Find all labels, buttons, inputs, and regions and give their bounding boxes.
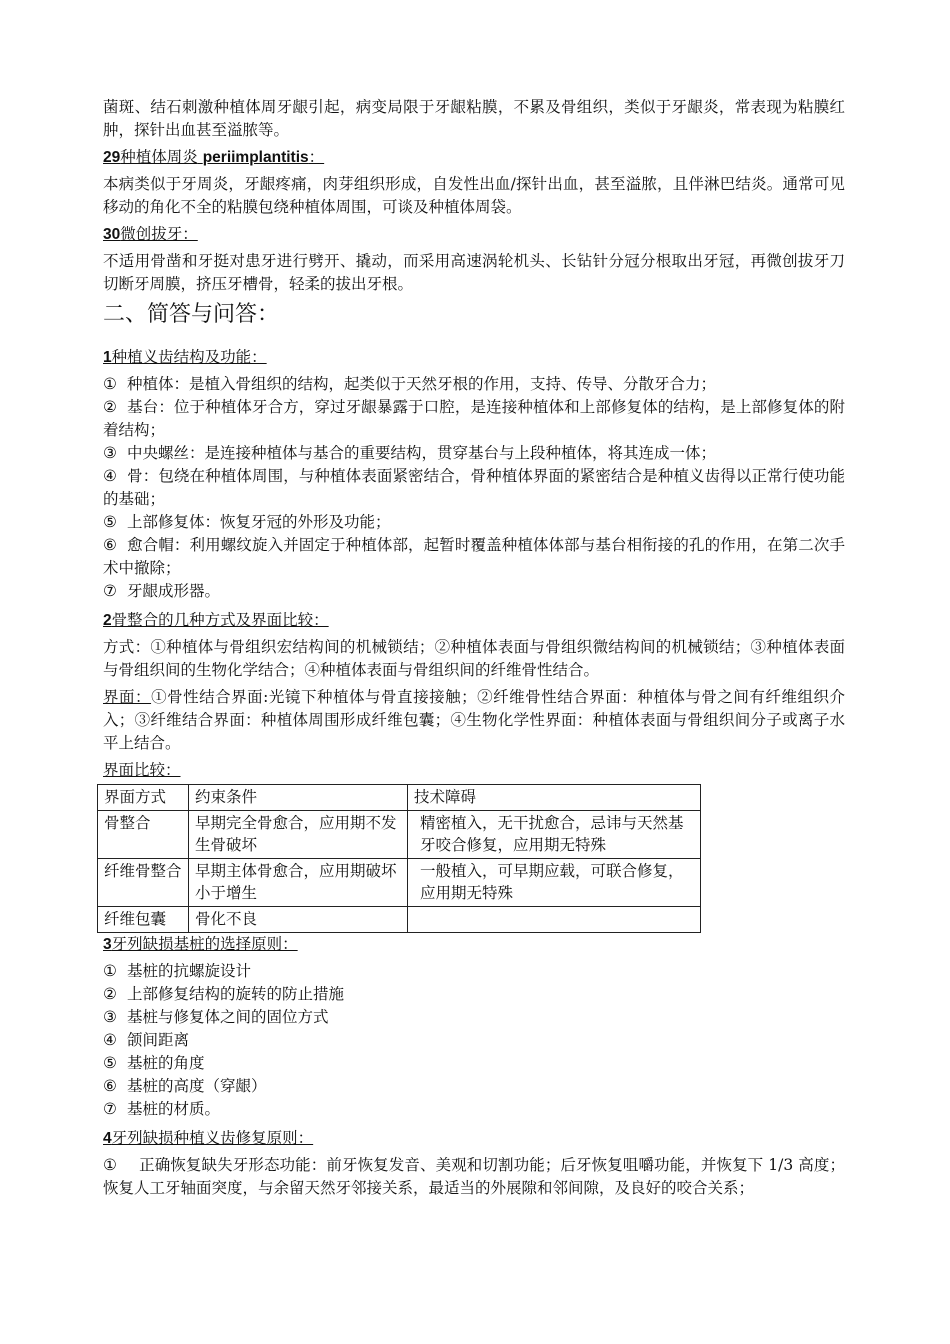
item-text: 牙龈成形器。 <box>127 582 221 600</box>
list-item <box>103 983 845 1006</box>
term29-english: periimplantitis <box>202 149 309 166</box>
q3-number: 3 <box>103 936 112 953</box>
item-text: 基桩的高度（穿龈） <box>127 1077 267 1095</box>
item-marker: ③ <box>103 444 117 462</box>
item-marker: ⑤ <box>103 513 117 531</box>
item-text: 基桩与修复体之间的固位方式 <box>127 1008 329 1026</box>
table-cell: 早期完全骨愈合，应用期不发生骨破坏 <box>189 811 408 859</box>
item-marker: ② <box>103 985 117 1003</box>
term29-heading <box>103 146 845 169</box>
item-marker: ⑥ <box>103 1077 117 1095</box>
item-marker: ⑦ <box>103 582 117 600</box>
table-cell: 骨整合 <box>98 811 189 859</box>
item-text: 中央螺丝：是连接种植体与基合的重要结构，贯穿基台与上段种植体，将其连成一体； <box>127 444 717 462</box>
table-cell: 一般植入，可早期应载，可联合修复，应用期无特殊 <box>408 859 701 907</box>
item-marker: ④ <box>103 467 117 485</box>
item-marker: ① <box>103 375 117 393</box>
list-item <box>103 1075 845 1098</box>
q2-interface-label: 界面： <box>103 688 152 706</box>
q3-heading <box>103 933 845 956</box>
list-item <box>103 1052 845 1075</box>
item-text: 上部修复体：恢复牙冠的外形及功能； <box>127 513 391 531</box>
list-item <box>103 465 845 511</box>
table-row <box>98 811 701 859</box>
table-row <box>98 859 701 907</box>
intro-paragraph: 菌斑、结石刺激种植体周牙龈引起，病变局限于牙龈粘膜，不累及骨组织，类似于牙龈炎，常表现为粘膜红肿，探针出血甚至溢脓等。 <box>103 98 845 139</box>
item-marker: ⑦ <box>103 1100 117 1118</box>
item-marker: ① <box>103 962 117 980</box>
term30-body: 不适用骨凿和牙挺对患牙进行劈开、撬动，而采用高速涡轮机头、长钻针分冠分根取出牙冠，再微创拔牙刀切断牙周膜，挤压牙槽骨，轻柔的拔出牙根。 <box>103 252 845 293</box>
table-cell: 早期主体骨愈合，应用期破坏小于增生 <box>189 859 408 907</box>
table-cell: 精密植入，无干扰愈合，忌讳与天然基牙咬合修复，应用期无特殊 <box>408 811 701 859</box>
q3-list <box>103 960 845 1121</box>
item-text: 骨：包绕在种植体周围，与种植体表面紧密结合，骨种植体界面的紧密结合是种植义齿得以正常行使功能的基础； <box>103 467 845 508</box>
q2-compare-label: 界面比较： <box>103 761 181 779</box>
table-header-row <box>98 785 701 811</box>
table-header-cell: 约束条件 <box>189 785 408 811</box>
q4-heading <box>103 1127 845 1150</box>
q1-title: 种植义齿结构及功能： <box>111 348 267 366</box>
item-marker: ① <box>103 1156 117 1174</box>
list-item <box>103 442 845 465</box>
table-header-cell: 技术障碍 <box>408 785 701 811</box>
q4-number: 4 <box>103 1130 112 1147</box>
item-marker: ③ <box>103 1008 117 1026</box>
q3-title: 牙列缺损基桩的选择原则： <box>111 935 298 953</box>
item-marker: ④ <box>103 1031 117 1049</box>
item-text: 基台：位于种植体牙合方，穿过牙龈暴露于口腔，是连接种植体和上部修复体的结构，是上部修复体的附着结构； <box>103 398 845 439</box>
q4-list <box>103 1154 845 1200</box>
table-cell: 骨化不良 <box>189 907 408 933</box>
q2-interface <box>103 686 845 755</box>
item-text: 基桩的材质。 <box>127 1100 221 1118</box>
q2-heading <box>103 609 845 632</box>
q2-methods: 方式：①种植体与骨组织宏结构间的机械锁结；②种植体表面与骨组织微结构间的机械锁结；③种植体表面与骨组织间的生物化学结合；④种植体表面与骨组织间的纤维骨性结合。 <box>103 638 845 679</box>
term30-heading <box>103 223 845 246</box>
table-cell: 纤维骨整合 <box>98 859 189 907</box>
q1-list <box>103 373 845 603</box>
list-item <box>103 580 845 603</box>
list-item <box>103 373 845 396</box>
q2-title: 骨整合的几种方式及界面比较： <box>111 611 329 629</box>
table-header-cell: 界面方式 <box>98 785 189 811</box>
item-text: 种植体：是植入骨组织的结构，起类似于天然牙根的作用，支持、传导、分散牙合力； <box>127 375 717 393</box>
table-cell: 纤维包囊 <box>98 907 189 933</box>
item-marker: ② <box>103 398 117 416</box>
list-item <box>103 1006 845 1029</box>
item-text: 上部修复结构的旋转的防止措施 <box>127 985 345 1003</box>
term29-number: 29 <box>103 149 121 166</box>
term29-body: 本病类似于牙周炎，牙龈疼痛，肉芽组织形成，自发性出血/探针出血，甚至溢脓，且伴淋巴结炎。通常可见移动的角化不全的粘膜包绕种植体周围，可谈及种植体周袋。 <box>103 175 845 216</box>
list-item <box>103 1098 845 1121</box>
table-cell <box>408 907 701 933</box>
item-marker: ⑥ <box>103 536 117 554</box>
item-marker: ⑤ <box>103 1054 117 1072</box>
item-text: 基桩的角度 <box>127 1054 205 1072</box>
list-item <box>103 534 845 580</box>
list-item <box>103 1154 845 1200</box>
interface-compare-table <box>97 784 701 933</box>
term29-title: 种植体周炎 <box>120 148 198 166</box>
list-item <box>103 396 845 442</box>
item-text: 愈合帽：利用螺纹旋入并固定于种植体部，起暂时覆盖种植体体部与基台相衔接的孔的作用，在第二次手术中撤除； <box>103 536 845 577</box>
q4-title: 牙列缺损种植义齿修复原则： <box>111 1129 314 1147</box>
item-text: 基桩的抗螺旋设计 <box>127 962 252 980</box>
table-row <box>98 907 701 933</box>
term30-title: 微创拔牙： <box>120 225 198 243</box>
list-item <box>103 960 845 983</box>
q1-heading <box>103 346 845 369</box>
term30-number: 30 <box>103 226 121 243</box>
document-page <box>103 96 845 1206</box>
q2-number: 2 <box>103 612 112 629</box>
list-item <box>103 1029 845 1052</box>
term29-colon: ： <box>308 148 325 166</box>
item-text: 正确恢复缺失牙形态功能：前牙恢复发音、美观和切割功能；后牙恢复咀嚼功能，并恢复下 1/3 高度；恢复人工牙轴面突度，与余留天然牙邻接关系，最适当的外展隙和邻间隙，及良好的咬合关系； <box>103 1156 845 1197</box>
item-text: 颌间距离 <box>127 1031 190 1049</box>
q2-interface-text: ①骨性结合界面:光镜下种植体与骨直接接触；②纤维骨性结合界面：种植体与骨之间有纤维组织介入；③纤维结合界面：种植体周围形成纤维包囊；④生物化学性界面：种植体表面与骨组织间分子或离子水平上结合。 <box>103 688 845 752</box>
section-2-title: 二、简答与问答： <box>103 302 280 327</box>
q1-number: 1 <box>103 349 112 366</box>
list-item <box>103 511 845 534</box>
